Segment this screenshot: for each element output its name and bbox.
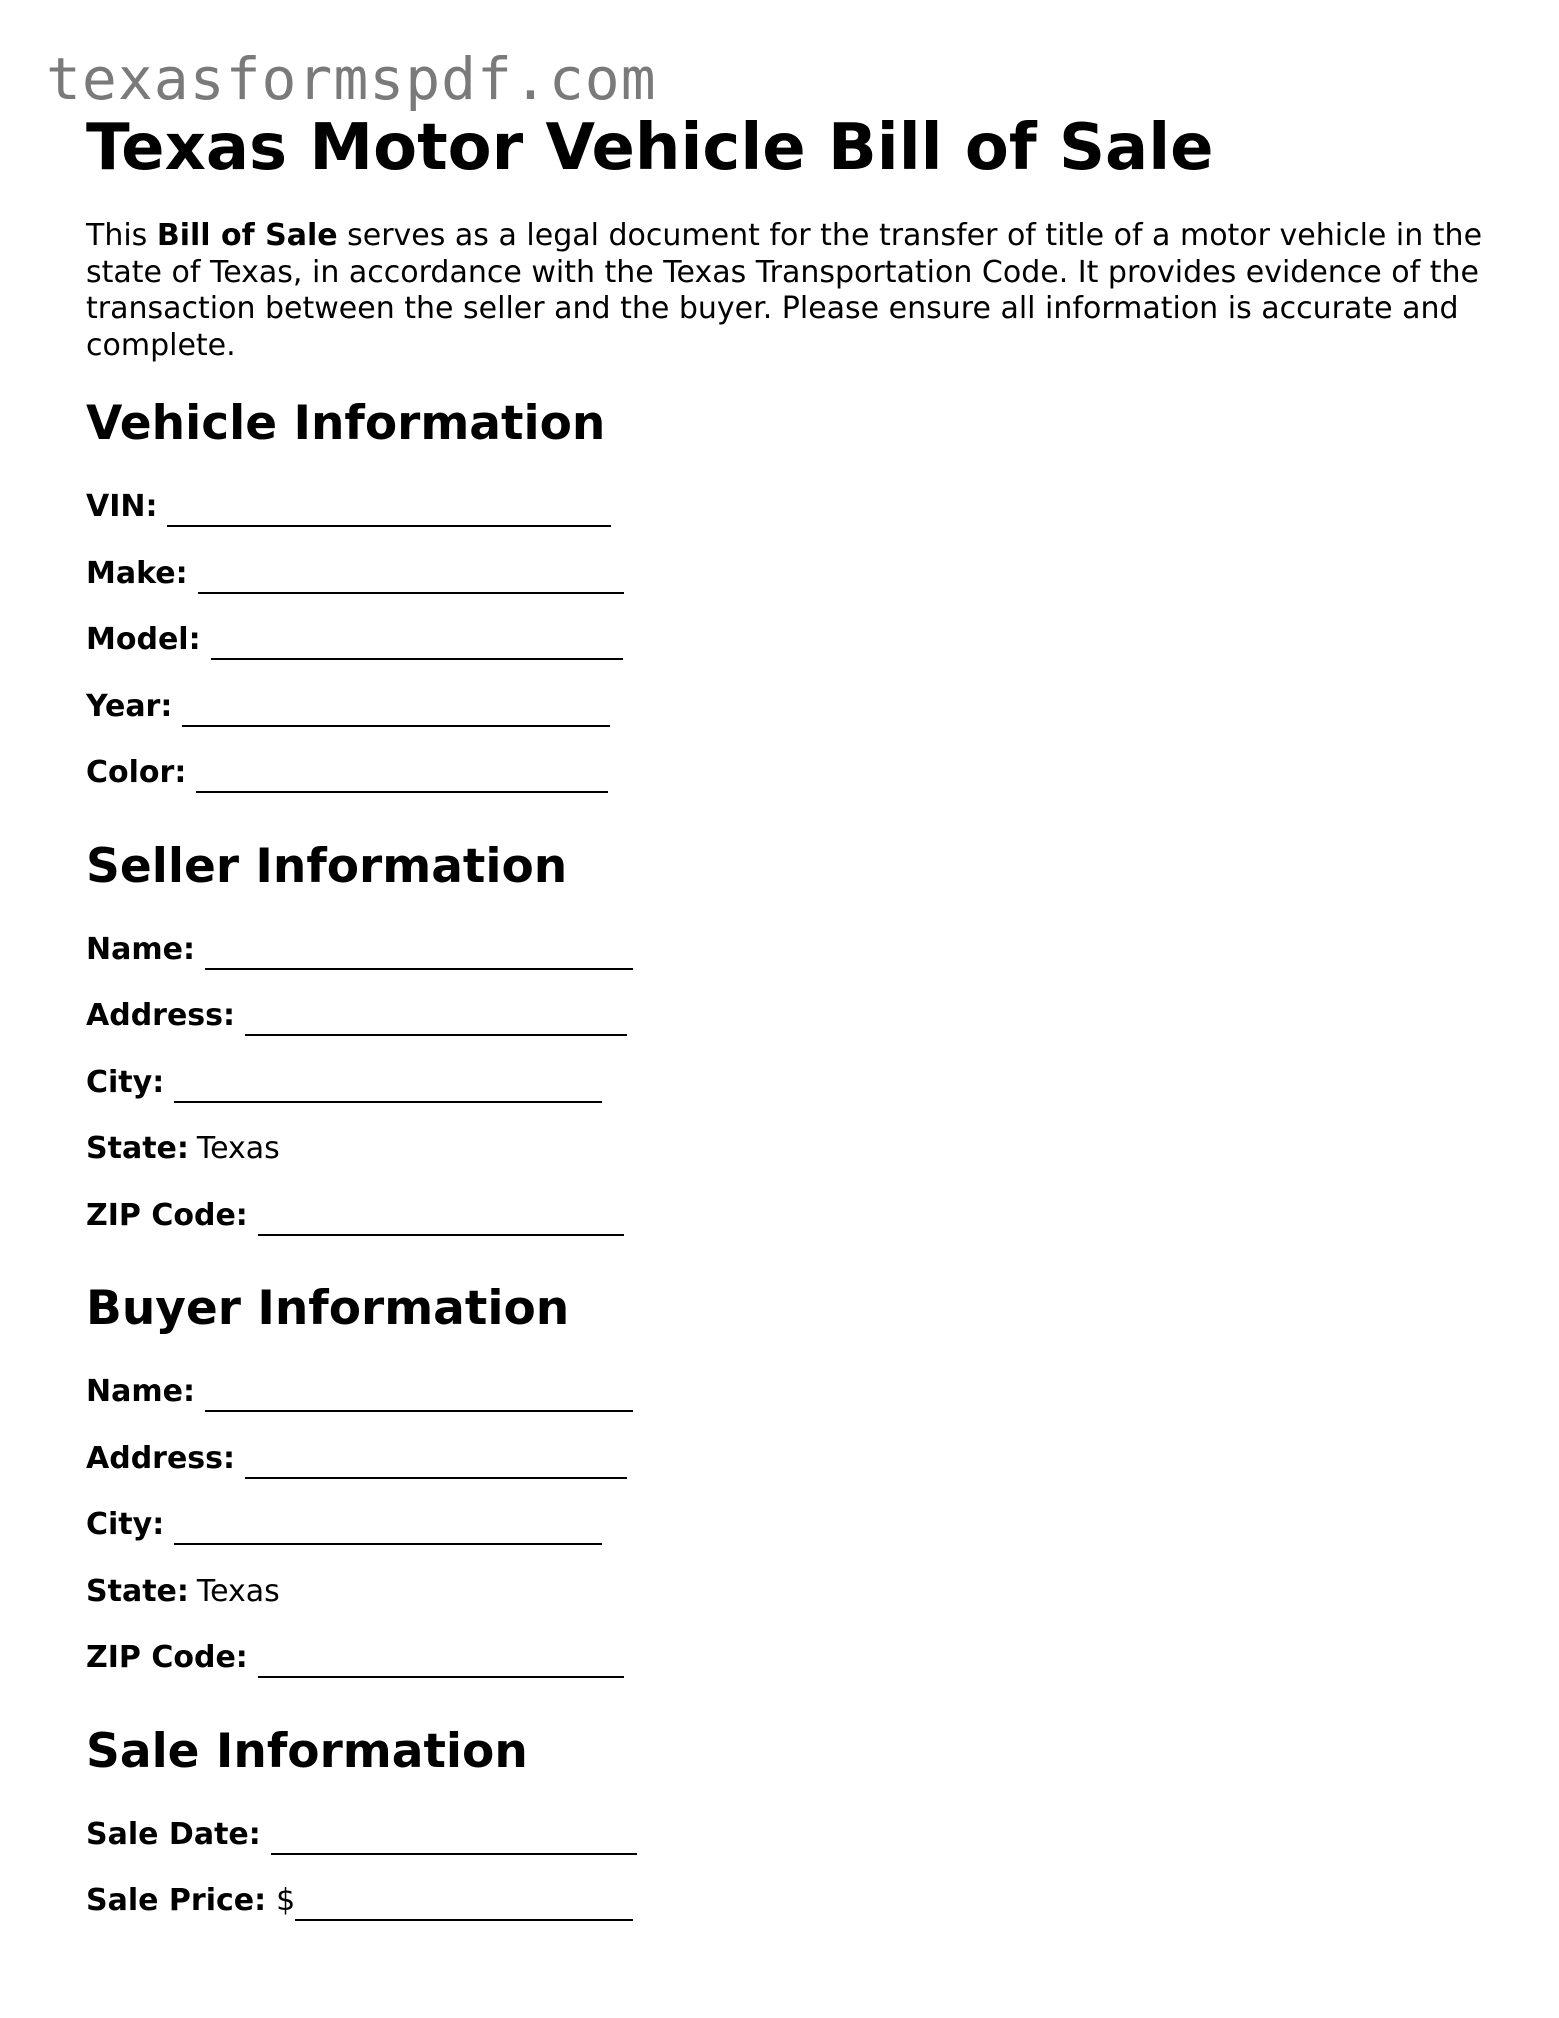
vin-blank-line[interactable]	[167, 499, 611, 527]
buyer-address-blank-line[interactable]	[245, 1451, 627, 1479]
seller-section-title: Seller Information	[86, 838, 568, 894]
sale-date-field	[86, 1802, 1486, 1869]
sale-date-blank-line[interactable]	[271, 1827, 637, 1855]
buyer-name-label: Name:	[86, 1374, 195, 1410]
model-blank-line[interactable]	[211, 632, 623, 660]
seller-address-field	[86, 983, 1486, 1050]
make-field	[86, 541, 1486, 608]
buyer-state-label: State:	[86, 1573, 189, 1609]
make-blank-line[interactable]	[198, 566, 624, 594]
color-field	[86, 740, 1486, 807]
seller-zip-field	[86, 1183, 1486, 1250]
buyer-fields	[86, 1359, 1486, 1692]
buyer-zip-field	[86, 1625, 1486, 1692]
seller-state-label: State:	[86, 1131, 189, 1167]
sale-fields	[86, 1802, 1486, 1935]
make-label: Make:	[86, 555, 188, 591]
seller-zip-label: ZIP Code:	[86, 1197, 248, 1233]
buyer-name-field	[86, 1359, 1486, 1426]
seller-city-field	[86, 1050, 1486, 1117]
sale-price-blank-line[interactable]	[295, 1893, 633, 1921]
vin-label: VIN:	[86, 489, 158, 525]
buyer-name-blank-line[interactable]	[205, 1384, 633, 1412]
buyer-city-field	[86, 1492, 1486, 1559]
document-title: Texas Motor Vehicle Bill of Sale	[86, 111, 1214, 185]
buyer-state-value: Texas	[196, 1573, 280, 1609]
seller-city-blank-line[interactable]	[174, 1075, 602, 1103]
seller-name-blank-line[interactable]	[205, 942, 633, 970]
buyer-city-label: City:	[86, 1507, 165, 1543]
seller-name-label: Name:	[86, 931, 195, 967]
bill-of-sale-document	[86, 108, 1486, 1935]
buyer-section-title: Buyer Information	[86, 1281, 570, 1336]
seller-state-value: Texas	[196, 1131, 280, 1167]
intro-text-rest: serves as a legal document for the transfer of title of a motor vehicle in the state of Texas, in accordance with the Texas Transportation Code. It provides evidence of the transaction between the seller and the buyer. Please ensure all information is accurate and complete.	[86, 218, 1483, 363]
buyer-address-field	[86, 1426, 1486, 1493]
buyer-city-blank-line[interactable]	[174, 1517, 602, 1545]
sale-date-label: Sale Date:	[86, 1816, 261, 1852]
buyer-zip-blank-line[interactable]	[258, 1650, 624, 1678]
vehicle-fields	[86, 474, 1486, 807]
seller-name-field	[86, 917, 1486, 984]
intro-paragraph	[86, 218, 1486, 364]
year-label: Year:	[86, 688, 173, 724]
seller-address-label: Address:	[86, 998, 236, 1034]
sale-section-title: Sale Information	[86, 1723, 528, 1779]
intro-text-start: This	[86, 218, 157, 253]
seller-city-label: City:	[86, 1064, 165, 1100]
color-blank-line[interactable]	[196, 765, 608, 793]
year-blank-line[interactable]	[182, 699, 610, 727]
vehicle-section-title: Vehicle Information	[86, 396, 606, 451]
seller-state-field	[86, 1116, 1486, 1183]
buyer-address-label: Address:	[86, 1440, 236, 1476]
buyer-zip-label: ZIP Code:	[86, 1640, 248, 1676]
year-field	[86, 674, 1486, 741]
sale-price-label: Sale Price:	[86, 1883, 267, 1919]
seller-fields	[86, 917, 1486, 1250]
sale-price-field	[86, 1868, 1486, 1935]
watermark: texasformspdf.com	[46, 45, 657, 113]
intro-bold-text: Bill of Sale	[156, 218, 338, 253]
model-field	[86, 607, 1486, 674]
buyer-state-field	[86, 1559, 1486, 1626]
model-label: Model:	[86, 622, 201, 658]
dollar-sign: $	[276, 1883, 296, 1919]
vin-field	[86, 474, 1486, 541]
color-label: Color:	[86, 755, 187, 791]
seller-address-blank-line[interactable]	[245, 1008, 627, 1036]
seller-zip-blank-line[interactable]	[258, 1208, 624, 1236]
